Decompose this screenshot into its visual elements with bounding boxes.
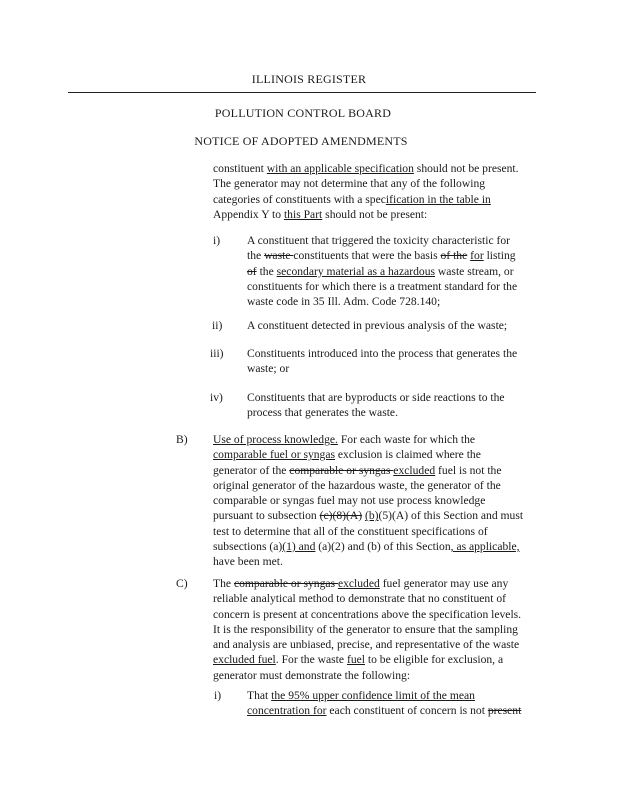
item-iv-text: Constituents that are byproducts or side reactions to the process that generates the waste. [247,391,505,420]
item-iv-label: iv) [210,391,223,404]
item-i-label: i) [213,234,221,247]
item-iii-text: Constituents introduced into the process that generates the waste; or [247,347,518,376]
item-c-text: The comparable or syngas excluded fuel generator may use any reliable analytical method to demonstrate that no constituent of concern is present at concentrations above the specification levels. It is the responsibility of the generator to ensure that the sampling and analysis are unbiased, precise, and representative of the waste excluded fuel. For the waste fuel to be eligible for exclusion, a generator must demonstrate the following: [213,577,522,682]
item-c-label: C) [176,577,188,590]
board-title: POLLUTION CONTROL BOARD [214,106,392,120]
item-c-i-text: That the 95% upper confidence limit of the mean concentration for each constituent of concern is not present [247,689,522,718]
item-ii-text: A constituent detected in previous analysis of the waste; [247,319,508,332]
item-i-text: A constituent that triggered the toxicity characteristic for the waste constituents that were the basis of the for listing of the secondary material as a hazardous waste stream, or constituents for which there is a treatment standard for the waste code in 35 Ill. Adm. Code 728.140; [247,234,518,309]
item-iii-label: iii) [210,347,224,360]
header-rule [68,92,536,93]
intro-paragraph: constituent with an applicable specification should not be present. The generator may not determine that any of the following categories of constituents with a specification in the table in Appendix Y to this Part should not be present: [213,162,519,221]
item-ii-label: ii) [212,319,223,332]
item-c-i-label: i) [214,689,222,702]
notice-title: NOTICE OF ADOPTED AMENDMENTS [194,134,408,148]
item-b-label: B) [176,433,188,446]
register-title: ILLINOIS REGISTER [251,72,367,86]
item-b-text: Use of process knowledge. For each waste for which the comparable fuel or syngas exclusion is claimed where the generator of the comparable or syngas excluded fuel is not the original generator of the hazardous waste, the generator of the comparable or syngas fuel may not use process knowledge pursuant to subsection (c)(8)(A) (b)(5)(A) of this Section and must test to determine that all of the constituent specifications of subsections (a)(1) and (a)(2) and (b) of this Section, as applicable, have been met. [213,433,524,569]
